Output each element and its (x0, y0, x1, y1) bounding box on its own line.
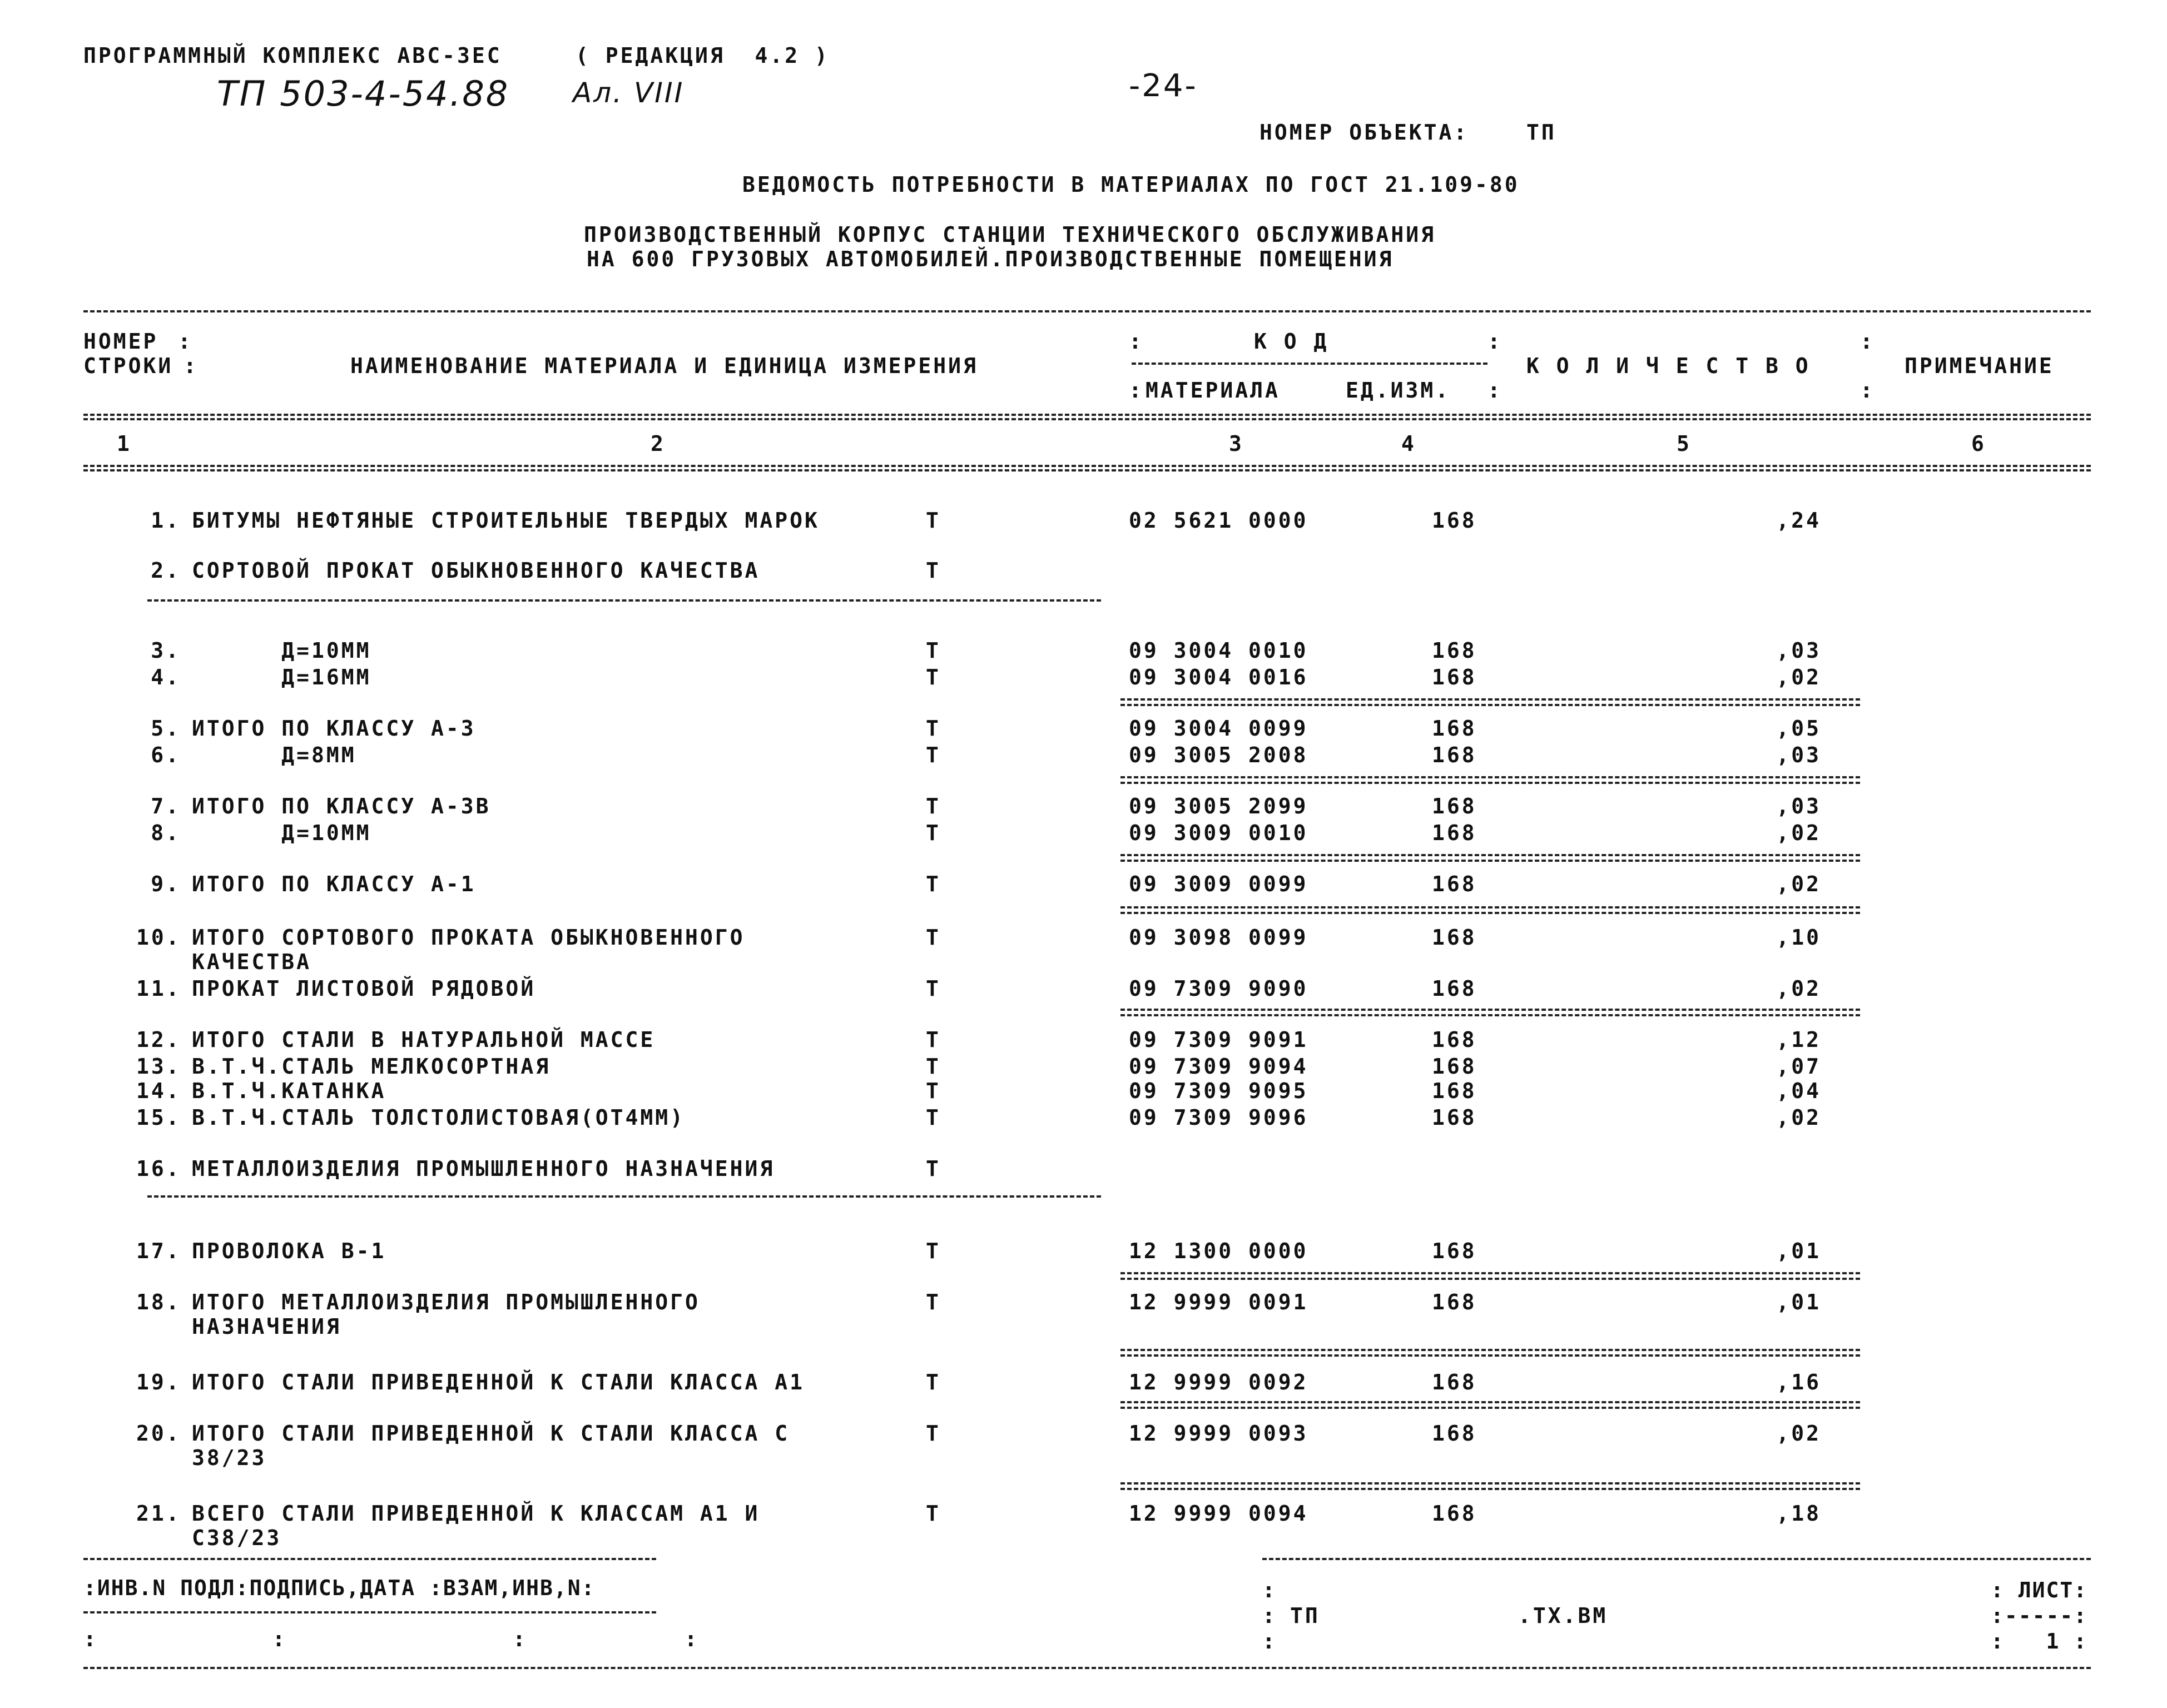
material-code: 09 3004 0016 (1129, 665, 1308, 689)
sheet-label: : ЛИСТ: (1991, 1578, 2088, 1602)
row-number: 16. (136, 1156, 181, 1181)
header-separator: : (1860, 329, 1875, 354)
document-title: ВЕДОМОСТЬ ПОТРЕБНОСТИ В МАТЕРИАЛАХ ПО ГОСТ 21.109-80 (742, 172, 1520, 197)
header-separator: : (1487, 378, 1502, 403)
material-name: Д=8ММ (192, 743, 356, 767)
unit: Т (926, 665, 941, 689)
material-name-cont: С38/23 (192, 1526, 282, 1550)
material-code: 09 3005 2099 (1129, 794, 1308, 818)
material-code: 09 7309 9090 (1129, 976, 1308, 1001)
material-name: МЕТАЛЛОИЗДЕЛИЯ ПРОМЫШЛЕННОГО НАЗНАЧЕНИЯ (192, 1156, 775, 1181)
row-number: 21. (136, 1501, 181, 1526)
subtotal-rule (1120, 906, 1860, 908)
col-num-4: 4 (1401, 431, 1416, 456)
unit: Т (926, 638, 941, 663)
material-code: 09 3005 2008 (1129, 743, 1308, 767)
header-rule (83, 414, 2091, 416)
unit-code: 168 (1432, 1054, 1477, 1079)
col5-header: К О Л И Ч Е С Т В О (1526, 354, 1811, 378)
row-number: 2. (151, 558, 181, 583)
page-bottom-rule (83, 1667, 2091, 1669)
unit: Т (926, 1105, 941, 1130)
unit-code: 168 (1432, 1105, 1477, 1130)
row-number: 7. (151, 794, 181, 818)
material-code: 09 3009 0099 (1129, 872, 1308, 896)
material-code: 09 7309 9094 (1129, 1054, 1308, 1079)
quantity: ,02 (1776, 665, 1821, 689)
code-group-header: К О Д (1254, 329, 1329, 354)
material-name: Д=10ММ (192, 821, 371, 845)
material-name: ИТОГО СТАЛИ ПРИВЕДЕННОЙ К СТАЛИ КЛАССА С (192, 1421, 790, 1446)
subtotal-rule (1120, 1272, 1860, 1274)
subtitle-line-1: ПРОИЗВОДСТВЕННЫЙ КОРПУС СТАНЦИИ ТЕХНИЧЕСКОГО ОБСЛУЖИВАНИЯ (584, 222, 1436, 247)
quantity: ,12 (1776, 1027, 1821, 1052)
subtotal-rule (1120, 854, 1860, 856)
material-code: 09 7309 9091 (1129, 1027, 1308, 1052)
body-top-rule (83, 465, 2091, 467)
unit-code: 168 (1432, 716, 1477, 741)
section-underline (147, 599, 1101, 602)
material-code: 09 3004 0099 (1129, 716, 1308, 741)
sheet-number: : 1 : (1991, 1629, 2088, 1654)
quantity: ,01 (1776, 1239, 1821, 1263)
unit: Т (926, 716, 941, 741)
unit-code: 168 (1432, 1421, 1477, 1446)
unit-code: 168 (1432, 872, 1477, 896)
title-block-top-rule (1262, 1558, 2091, 1560)
stamp-bottom: : : : : (83, 1627, 702, 1651)
stamp-mid-rule (83, 1611, 656, 1613)
material-name: Д=10ММ (192, 638, 371, 663)
object-label: НОМЕР ОБЪЕКТА: (1259, 120, 1469, 145)
unit-code: 168 (1432, 1501, 1477, 1526)
subtotal-rule (1120, 1482, 1860, 1484)
row-number: 6. (151, 743, 181, 767)
material-name: СОРТОВОЙ ПРОКАТ ОБЫКНОВЕННОГО КАЧЕСТВА (192, 558, 760, 583)
unit: Т (926, 558, 941, 583)
unit: Т (926, 1421, 941, 1446)
handwritten-album: Ал. VIII (573, 77, 685, 109)
material-name-cont: 38/23 (192, 1446, 267, 1470)
row-number: 9. (151, 872, 181, 896)
unit-code: 168 (1432, 821, 1477, 845)
quantity: ,04 (1776, 1079, 1821, 1103)
col3-header: МАТЕРИАЛА (1146, 378, 1280, 403)
row-number: 18. (136, 1290, 181, 1314)
material-code: 12 9999 0093 (1129, 1421, 1308, 1446)
row-number: 5. (151, 716, 181, 741)
material-name: ИТОГО ПО КЛАССУ А-3В (192, 794, 491, 818)
unit-code: 168 (1432, 794, 1477, 818)
row-number: 8. (151, 821, 181, 845)
quantity: ,10 (1776, 925, 1821, 950)
material-name: ПРОКАТ ЛИСТОВОЙ РЯДОВОЙ (192, 976, 536, 1001)
row-number: 15. (136, 1105, 181, 1130)
header-separator: : (184, 354, 199, 378)
material-name-cont: НАЗНАЧЕНИЯ (192, 1314, 341, 1339)
quantity: ,03 (1776, 743, 1821, 767)
unit-code: 168 (1432, 925, 1477, 950)
unit-code: 168 (1432, 1290, 1477, 1314)
header-rule-2 (83, 418, 2091, 420)
col2-header: НАИМЕНОВАНИЕ МАТЕРИАЛА И ЕДИНИЦА ИЗМЕРЕНИЯ (350, 354, 978, 378)
unit: Т (926, 1501, 941, 1526)
unit: Т (926, 1370, 941, 1394)
quantity: ,05 (1776, 716, 1821, 741)
col1-header-b: СТРОКИ (83, 354, 173, 378)
subtotal-rule (1120, 698, 1860, 701)
material-name: ИТОГО ПО КЛАССУ А-3 (192, 716, 476, 741)
row-number: 17. (136, 1239, 181, 1263)
header-separator: : (1860, 378, 1875, 403)
quantity: ,01 (1776, 1290, 1821, 1314)
col-num-1: 1 (117, 431, 132, 456)
sheet-separator: :-----: (1991, 1603, 2088, 1628)
handwritten-doc-code: ТП 503-4-54.88 (217, 73, 510, 114)
material-name: В.Т.Ч.СТАЛЬ ТОЛСТОЛИСТОВАЯ(ОТ4ММ) (192, 1105, 685, 1130)
title-block-separator: : (1262, 1603, 1277, 1628)
unit: Т (926, 1156, 941, 1181)
stamp-top-rule (83, 1558, 656, 1560)
footer-doc-code: ТП (1290, 1603, 1320, 1628)
material-name: ИТОГО СОРТОВОГО ПРОКАТА ОБЫКНОВЕННОГО (192, 925, 745, 950)
material-code: 09 3004 0010 (1129, 638, 1308, 663)
footer-doc-suffix: .ТХ.ВМ (1518, 1603, 1608, 1628)
unit-code: 168 (1432, 1370, 1477, 1394)
unit: Т (926, 794, 941, 818)
col-num-3: 3 (1229, 431, 1244, 456)
unit: Т (926, 1079, 941, 1103)
subtotal-rule (1120, 776, 1860, 778)
quantity: ,16 (1776, 1370, 1821, 1394)
header-separator: : (1129, 378, 1144, 403)
quantity: ,03 (1776, 794, 1821, 818)
unit-code: 168 (1432, 1079, 1477, 1103)
unit: Т (926, 821, 941, 845)
material-name: ИТОГО СТАЛИ ПРИВЕДЕННОЙ К СТАЛИ КЛАССА А1 (192, 1370, 805, 1394)
row-number: 11. (136, 976, 181, 1001)
unit: Т (926, 1054, 941, 1079)
subtotal-rule (1120, 1401, 1860, 1403)
subtotal-rule (1120, 1349, 1860, 1351)
subtitle-line-2: НА 600 ГРУЗОВЫХ АВТОМОБИЛЕЙ.ПРОИЗВОДСТВЕННЫЕ ПОМЕЩЕНИЯ (587, 247, 1394, 271)
header-separator: : (1487, 329, 1502, 354)
material-name: В.Т.Ч.СТАЛЬ МЕЛКОСОРТНАЯ (192, 1054, 551, 1079)
col4-header: ЕД.ИЗМ. (1346, 378, 1451, 403)
page-number: -24- (1129, 68, 1198, 104)
row-number: 10. (136, 925, 181, 950)
row-number: 13. (136, 1054, 181, 1079)
material-name-cont: КАЧЕСТВА (192, 950, 312, 974)
edition-label: ( РЕДАКЦИЯ 4.2 ) (576, 43, 830, 68)
unit: Т (926, 743, 941, 767)
subtotal-rule (1120, 1009, 1860, 1011)
material-code: 09 7309 9095 (1129, 1079, 1308, 1103)
material-name: ПРОВОЛОКА В-1 (192, 1239, 386, 1263)
object-value: ТП (1526, 120, 1556, 145)
col-num-6: 6 (1971, 431, 1986, 456)
material-name: В.Т.Ч.КАТАНКА (192, 1079, 386, 1103)
material-code: 09 3098 0099 (1129, 925, 1308, 950)
material-code: 12 9999 0092 (1129, 1370, 1308, 1394)
unit: Т (926, 872, 941, 896)
row-number: 19. (136, 1370, 181, 1394)
quantity: ,02 (1776, 821, 1821, 845)
section-underline (147, 1195, 1101, 1198)
material-code: 12 9999 0094 (1129, 1501, 1308, 1526)
material-code: 09 3009 0010 (1129, 821, 1308, 845)
material-name: Д=16ММ (192, 665, 371, 689)
unit-code: 168 (1432, 1027, 1477, 1052)
unit: Т (926, 1290, 941, 1314)
row-number: 20. (136, 1421, 181, 1446)
col6-header: ПРИМЕЧАНИЕ (1905, 354, 2054, 378)
quantity: ,02 (1776, 976, 1821, 1001)
quantity: ,24 (1776, 508, 1821, 533)
table-top-rule (83, 310, 2091, 312)
unit: Т (926, 925, 941, 950)
body-top-rule-2 (83, 469, 2091, 471)
unit-code: 168 (1432, 638, 1477, 663)
col1-header-a: НОМЕР (83, 329, 158, 354)
material-name: ИТОГО СТАЛИ В НАТУРАЛЬНОЙ МАССЕ (192, 1027, 656, 1052)
material-name: ИТОГО ПО КЛАССУ А-1 (192, 872, 476, 896)
quantity: ,02 (1776, 1105, 1821, 1130)
unit: Т (926, 1027, 941, 1052)
stamp-header: :ИНВ.N ПОДЛ:ПОДПИСЬ,ДАТА :ВЗАМ,ИНВ,N: (83, 1576, 596, 1600)
row-number: 14. (136, 1079, 181, 1103)
unit-code: 168 (1432, 508, 1477, 533)
row-number: 12. (136, 1027, 181, 1052)
unit: Т (926, 976, 941, 1001)
material-name: ИТОГО МЕТАЛЛОИЗДЕЛИЯ ПРОМЫШЛЕННОГО (192, 1290, 700, 1314)
col-num-2: 2 (651, 431, 666, 456)
quantity: ,07 (1776, 1054, 1821, 1079)
unit-code: 168 (1432, 665, 1477, 689)
material-code: 09 7309 9096 (1129, 1105, 1308, 1130)
quantity: ,18 (1776, 1501, 1821, 1526)
title-block-separator: : (1262, 1629, 1277, 1654)
header-separator: : (1129, 329, 1144, 354)
quantity: ,02 (1776, 872, 1821, 896)
code-group-rule (1132, 363, 1487, 365)
quantity: ,02 (1776, 1421, 1821, 1446)
header-separator: : (178, 329, 193, 354)
col-num-5: 5 (1677, 431, 1692, 456)
row-number: 3. (151, 638, 181, 663)
unit-code: 168 (1432, 976, 1477, 1001)
unit: Т (926, 1239, 941, 1263)
unit-code: 168 (1432, 743, 1477, 767)
material-name: БИТУМЫ НЕФТЯНЫЕ СТРОИТЕЛЬНЫЕ ТВЕРДЫХ МАРОК (192, 508, 820, 533)
material-code: 02 5621 0000 (1129, 508, 1308, 533)
material-code: 12 9999 0091 (1129, 1290, 1308, 1314)
row-number: 4. (151, 665, 181, 689)
title-block-separator: : (1262, 1578, 1277, 1602)
row-number: 1. (151, 508, 181, 533)
unit: Т (926, 508, 941, 533)
quantity: ,03 (1776, 638, 1821, 663)
material-name: ВСЕГО СТАЛИ ПРИВЕДЕННОЙ К КЛАССАМ А1 И (192, 1501, 760, 1526)
program-name: ПРОГРАММНЫЙ КОМПЛЕКС АВС-3ЕС (83, 43, 502, 68)
unit-code: 168 (1432, 1239, 1477, 1263)
material-code: 12 1300 0000 (1129, 1239, 1308, 1263)
